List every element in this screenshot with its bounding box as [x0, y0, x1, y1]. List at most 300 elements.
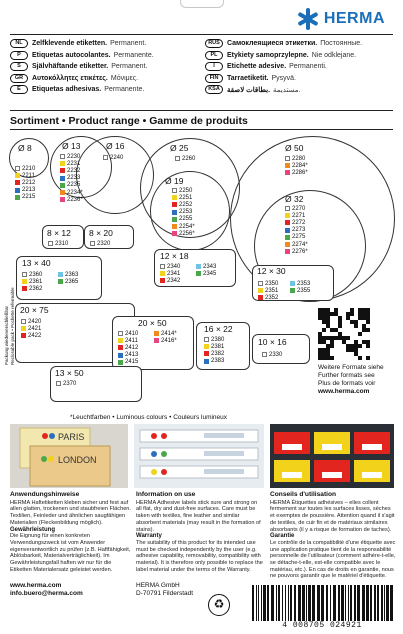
language-code-badge: GR	[10, 74, 28, 83]
color-swatch	[285, 220, 290, 225]
article-item	[172, 230, 195, 237]
article-number: 2410	[125, 330, 139, 337]
info-fr-subtitle: Garantie	[270, 533, 295, 540]
info-de-subtitle: Gewährleistung	[10, 526, 56, 533]
color-swatch	[258, 295, 263, 300]
qr-code[interactable]	[318, 308, 370, 360]
items-13x40	[22, 271, 42, 293]
language-code-badge: FIN	[205, 74, 223, 83]
article-item	[118, 330, 138, 337]
article-number: 2383	[211, 358, 225, 365]
language-note: Pysyvä.	[271, 74, 297, 82]
website-link[interactable]: www.herma.com	[10, 582, 62, 589]
language-column-left	[10, 38, 195, 96]
size-label-8x20: 8 × 20	[89, 228, 113, 238]
article-item	[48, 240, 68, 247]
article-number: 2330	[269, 351, 283, 358]
article-number: 2213	[22, 187, 36, 194]
article-item	[204, 350, 224, 357]
article-number: 2342	[167, 277, 181, 284]
article-number: 2260	[182, 155, 196, 162]
article-item	[172, 187, 195, 194]
items-8x12	[48, 240, 68, 247]
article-number: 2355	[297, 287, 311, 294]
color-swatch	[285, 228, 290, 233]
info-en-title: Information on use	[136, 491, 196, 498]
items-12x30	[258, 280, 278, 302]
reclosable-line-2: Reclosable pack • Pochette refermable	[10, 287, 15, 365]
article-item	[172, 209, 195, 216]
article-number: 2212	[22, 179, 36, 186]
article-number: 2360	[29, 271, 43, 278]
color-swatch	[285, 156, 290, 161]
info-de-body: HERMA Haftetiketten kleben sicher und fest auf allen glatten, trockenen und staubfreien Flächen. Textilien, Feinleder und ähnlichen saugfähigen Materialien (Fleckenbildung möglich).	[10, 499, 131, 526]
color-swatch	[60, 183, 65, 188]
color-swatch	[160, 278, 165, 283]
color-swatch	[21, 333, 26, 338]
article-item	[285, 241, 308, 248]
language-text: Självhäftande etiketter.	[32, 63, 109, 71]
size-label-d13: Ø 13	[62, 141, 81, 151]
article-number: 2270	[292, 205, 306, 212]
article-number: 2280	[292, 155, 306, 162]
color-swatch	[204, 359, 209, 364]
article-number: 2284*	[292, 162, 308, 169]
language-row	[205, 61, 390, 73]
reclosable-pack-text	[4, 287, 15, 375]
language-column-right	[205, 38, 390, 96]
color-swatch	[21, 326, 26, 331]
info-en-body2: The suitability of this product for its intended use must be checked independently by the user (e.g. adhesive capability, removability, compatibility with material). It is therefore only possible to replace the label material under the terms of the Warranty.	[136, 539, 263, 573]
article-item	[204, 358, 224, 365]
article-number: 2412	[125, 344, 139, 351]
language-note: Permanent.	[111, 63, 148, 71]
language-row	[10, 84, 195, 96]
language-row	[205, 84, 390, 96]
article-number: 2422	[28, 332, 42, 339]
article-item	[285, 227, 308, 234]
info-de-body2: Die Eignung für einen konkreten Verwendungszweck ist vom Anwender eigenverantwortlich zu prüfen (z.B. Haftfähigkeit, Ablösbarkeit, Materialverträglichkeit). Im Gewährleistungsfall haften wir nur für die Etiketten Materialersatz geleistet werden.	[10, 533, 131, 573]
color-swatch	[118, 353, 123, 358]
color-swatch	[118, 360, 123, 365]
article-item	[285, 219, 308, 226]
size-label-13x40: 13 × 40	[22, 258, 51, 268]
article-number: 2250	[179, 187, 193, 194]
article-item	[103, 154, 123, 161]
article-item	[22, 278, 42, 285]
article-number: 2233	[67, 175, 81, 182]
color-swatch	[118, 338, 123, 343]
article-number: 2370	[63, 380, 77, 387]
article-number: 2274*	[292, 241, 308, 248]
color-swatch	[15, 180, 20, 185]
language-note: Μόνιμες.	[110, 74, 139, 82]
color-swatch	[285, 242, 290, 247]
items-13x40-col2	[58, 271, 78, 285]
size-label-d8: Ø 8	[18, 143, 32, 153]
color-swatch	[60, 161, 65, 166]
more-formats-url[interactable]: www.herma.com	[318, 388, 370, 395]
items-d25	[175, 155, 195, 162]
size-label-d32: Ø 32	[285, 194, 304, 204]
article-item	[285, 169, 308, 176]
more-formats-en: Further formats see	[318, 372, 375, 379]
article-number: 2343	[203, 263, 217, 270]
article-item	[60, 189, 83, 196]
article-item	[21, 318, 41, 325]
color-swatch	[60, 154, 65, 159]
article-item	[172, 223, 195, 230]
article-item	[258, 294, 278, 301]
divider	[10, 129, 393, 130]
article-number: 2275	[292, 234, 306, 241]
article-number: 2254*	[179, 223, 195, 230]
article-item	[15, 194, 35, 201]
info-fr-body: HERMA Étiquettes adhésives – elles collent fermement sur toutes les surfaces lisses, sèches et exemptes de poussière. Attention quand il s'agit de textiles, de cuir fin et de matériaux similaires absorbants (il y a risque de formation de taches).	[270, 499, 395, 533]
article-item	[285, 234, 308, 241]
article-item	[58, 271, 78, 278]
language-text: Etiquetas autocolantes.	[32, 51, 111, 59]
photo-storage-bins	[270, 424, 394, 488]
article-number: 2255	[179, 216, 193, 223]
color-swatch	[172, 202, 177, 207]
color-swatch	[196, 271, 201, 276]
article-number: 2276*	[292, 248, 308, 255]
color-swatch	[258, 281, 263, 286]
color-swatch	[22, 286, 27, 291]
language-code-badge: E	[10, 85, 28, 94]
color-swatch	[172, 195, 177, 200]
article-number: 2420	[28, 318, 42, 325]
color-swatch	[15, 195, 20, 200]
article-number: 2240	[110, 154, 124, 161]
size-label-12x30: 12 × 30	[257, 266, 286, 276]
language-row	[10, 50, 195, 62]
info-german	[10, 492, 132, 573]
size-label-d25: Ø 25	[170, 143, 189, 153]
language-note: مستديمة.	[273, 86, 301, 94]
article-item	[204, 343, 224, 350]
color-swatch	[204, 337, 209, 342]
article-item	[285, 155, 308, 162]
language-code-badge: NL	[10, 39, 28, 48]
article-item	[262, 351, 282, 358]
article-item	[60, 196, 83, 203]
color-swatch	[160, 264, 165, 269]
items-d13	[60, 153, 83, 203]
article-item	[56, 380, 76, 387]
article-number: 2414*	[161, 330, 177, 337]
language-row	[10, 38, 195, 50]
hang-tab	[180, 0, 224, 8]
article-number: 2252	[179, 201, 193, 208]
items-d50	[285, 155, 308, 177]
language-row	[10, 61, 195, 73]
article-number: 2310	[55, 240, 69, 247]
size-label-12x18: 12 × 18	[160, 251, 189, 261]
article-number: 2320	[97, 240, 111, 247]
company-city: D-70791 Filderstadt	[136, 590, 194, 597]
article-number: 2341	[167, 270, 181, 277]
article-item	[172, 216, 195, 223]
article-number: 2236*	[67, 196, 83, 203]
article-number: 2251	[179, 194, 193, 201]
article-item	[258, 287, 278, 294]
items-d8	[15, 165, 35, 201]
color-swatch	[15, 166, 20, 171]
article-item	[285, 162, 308, 169]
article-number: 2350	[265, 280, 279, 287]
items-d19	[172, 187, 195, 237]
color-swatch	[60, 197, 65, 202]
language-note: Permanent.	[110, 40, 147, 48]
article-number: 2365	[65, 278, 79, 285]
language-note: Permanenti.	[289, 63, 327, 71]
size-label-d50: Ø 50	[285, 143, 304, 153]
article-number: 2215	[22, 194, 36, 201]
herma-logo	[297, 8, 385, 30]
reclosable-line-1: Packung wiederverschließbar	[4, 305, 9, 365]
color-swatch	[285, 163, 290, 168]
article-number: 2286*	[292, 169, 308, 176]
language-text: Αυτοκόλλητες ετικέτες.	[32, 74, 108, 82]
info-de-title: Anwendungshinweise	[10, 491, 80, 498]
color-swatch	[172, 188, 177, 193]
article-item	[160, 270, 180, 277]
luminous-colours-note: *Leuchtfarben • Luminous colours • Couleurs lumineux	[70, 414, 228, 421]
info-en-subtitle: Warranty	[136, 533, 162, 540]
color-swatch	[118, 345, 123, 350]
color-swatch	[103, 155, 108, 160]
article-number: 2210	[22, 165, 36, 172]
language-row	[205, 38, 390, 50]
color-swatch	[204, 351, 209, 356]
color-swatch	[60, 176, 65, 181]
color-swatch	[60, 190, 65, 195]
article-number: 2271	[292, 212, 306, 219]
article-item	[172, 201, 195, 208]
article-number: 2230	[67, 153, 81, 160]
items-d32	[285, 205, 308, 255]
article-item	[118, 359, 138, 366]
color-swatch	[56, 381, 61, 386]
language-text: Etichette adesive.	[227, 63, 287, 71]
language-code-badge: KSA	[205, 85, 223, 94]
company-name: HERMA GmbH	[136, 582, 180, 589]
photo-text-paris: PARIS	[58, 432, 85, 442]
article-number: 2231	[67, 160, 81, 167]
color-swatch	[204, 344, 209, 349]
language-code-badge: S	[10, 62, 28, 71]
size-label-20x50: 20 × 50	[138, 318, 167, 328]
color-swatch	[15, 188, 20, 193]
photo-label-strips	[134, 424, 264, 488]
article-number: 2415	[125, 359, 139, 366]
more-formats-text	[318, 364, 398, 396]
color-swatch	[21, 319, 26, 324]
article-number: 2273	[292, 227, 306, 234]
article-item	[15, 172, 35, 179]
color-swatch	[58, 272, 63, 277]
article-item	[258, 280, 278, 287]
size-label-13x50: 13 × 50	[55, 368, 84, 378]
items-20x50-col2	[154, 330, 177, 344]
article-item	[60, 153, 83, 160]
article-number: 2416*	[161, 337, 177, 344]
article-item	[22, 285, 42, 292]
article-number: 2362	[29, 285, 43, 292]
size-label-8x12: 8 × 12	[47, 228, 71, 238]
language-row	[205, 73, 390, 85]
article-number: 2234*	[67, 189, 83, 196]
article-item	[22, 271, 42, 278]
article-item	[15, 165, 35, 172]
article-number: 2351	[265, 287, 279, 294]
article-item	[15, 187, 35, 194]
color-swatch	[175, 156, 180, 161]
article-item	[58, 278, 78, 285]
article-item	[154, 330, 177, 337]
language-note: Permanente.	[104, 86, 145, 94]
article-number: 2211	[22, 172, 35, 179]
items-16x22	[204, 336, 224, 365]
color-swatch	[172, 224, 177, 229]
divider	[10, 110, 393, 111]
article-number: 2381	[211, 343, 225, 350]
article-item	[60, 182, 83, 189]
items-12x18-col2	[196, 263, 216, 277]
brand-name: HERMA	[323, 10, 385, 27]
size-label-10x16: 10 × 16	[258, 337, 287, 347]
color-swatch	[15, 173, 20, 178]
article-item	[118, 344, 138, 351]
article-number: 2380	[211, 336, 225, 343]
info-french	[270, 492, 396, 580]
article-number: 2353	[297, 280, 311, 287]
color-swatch	[285, 206, 290, 211]
article-item	[196, 270, 216, 277]
color-swatch	[90, 241, 95, 246]
size-label-16x22: 16 × 22	[204, 324, 233, 334]
barcode-number: 4 008705 024921	[282, 621, 362, 630]
article-item	[160, 277, 180, 284]
language-note: Permanente.	[113, 51, 154, 59]
more-formats-fr: Plus de formats voir	[318, 380, 376, 387]
article-number: 2421	[28, 325, 42, 332]
items-13x50	[56, 380, 76, 387]
info-fr-body2: Le contrôle de la compatibilité d'une étiquette avec une application pratique tient de la responsabilité personnelle de l'utilisateur (comment adhère-t-elle, se détache-t-elle, est-elle compatible avec le matériau, etc.). En cas de droits en garantie, nous ne pouvons garantir que le matériel d'étiquette.	[270, 539, 396, 580]
article-item	[60, 175, 83, 182]
language-code-badge: P	[10, 51, 28, 60]
items-d16	[103, 154, 123, 161]
size-label-20x75: 20 × 75	[20, 305, 49, 315]
language-list	[10, 38, 395, 108]
article-number: 2256*	[179, 230, 195, 237]
items-20x75	[21, 318, 41, 340]
article-item	[90, 240, 110, 247]
color-swatch	[48, 241, 53, 246]
article-item	[290, 287, 310, 294]
language-text: Tarraetiketit.	[227, 74, 269, 82]
color-swatch	[58, 279, 63, 284]
color-swatch	[290, 281, 295, 286]
article-item	[196, 263, 216, 270]
size-label-d16: Ø 16	[106, 141, 125, 151]
article-number: 2363	[65, 271, 79, 278]
language-text: Etiquetas adhesivas.	[32, 86, 102, 94]
language-note: Постоянные.	[320, 40, 363, 48]
article-number: 2382	[211, 350, 225, 357]
article-item	[15, 179, 35, 186]
article-item	[118, 337, 138, 344]
color-swatch	[118, 331, 123, 336]
color-swatch	[154, 331, 159, 336]
language-text: Zelfklevende etiketten.	[32, 40, 108, 48]
language-code-badge: PL	[205, 51, 223, 60]
language-code-badge: I	[205, 62, 223, 71]
info-fr-title: Conseils d'utilisation	[270, 491, 337, 498]
color-swatch	[154, 338, 159, 343]
company-address	[136, 582, 193, 598]
article-item	[290, 280, 310, 287]
color-swatch	[172, 210, 177, 215]
article-number: 2345	[203, 270, 217, 277]
herma-star-icon	[297, 8, 319, 30]
color-swatch	[160, 271, 165, 276]
color-swatch	[172, 231, 177, 236]
article-item	[154, 337, 177, 344]
article-item	[285, 205, 308, 212]
color-swatch	[172, 217, 177, 222]
article-number: 2232	[67, 167, 81, 174]
recycle-icon: ♻	[208, 594, 230, 616]
photo-folders	[10, 424, 128, 488]
language-row	[205, 50, 390, 62]
divider	[10, 34, 393, 35]
email-link[interactable]: info.buero@herma.com	[10, 590, 83, 597]
language-row	[10, 73, 195, 85]
items-12x30-col2	[290, 280, 310, 294]
article-number: 2413	[125, 352, 139, 359]
color-swatch	[22, 279, 27, 284]
article-item	[21, 332, 41, 339]
article-number: 2340	[167, 263, 181, 270]
photo-text-london: LONDON	[58, 455, 97, 465]
items-10x16	[262, 351, 282, 358]
size-label-d19: Ø 19	[165, 176, 184, 186]
language-note: Nie odklejane.	[311, 51, 357, 59]
language-code-badge: RUS	[205, 39, 223, 48]
color-swatch	[290, 288, 295, 293]
language-text: Самоклеящиеся этикетки.	[227, 40, 318, 48]
article-item	[21, 325, 41, 332]
color-swatch	[285, 235, 290, 240]
color-swatch	[285, 213, 290, 218]
article-item	[175, 155, 195, 162]
color-swatch	[285, 249, 290, 254]
article-number: 2411	[125, 337, 138, 344]
article-number: 2352	[265, 294, 279, 301]
color-swatch	[196, 264, 201, 269]
color-swatch	[262, 352, 267, 357]
article-item	[204, 336, 224, 343]
color-swatch	[285, 170, 290, 175]
barcode	[248, 585, 396, 621]
article-number: 2272	[292, 219, 306, 226]
product-range-title: Sortiment • Product range • Gamme de produits	[10, 115, 248, 127]
items-12x18	[160, 263, 180, 285]
article-number: 2235	[67, 182, 81, 189]
